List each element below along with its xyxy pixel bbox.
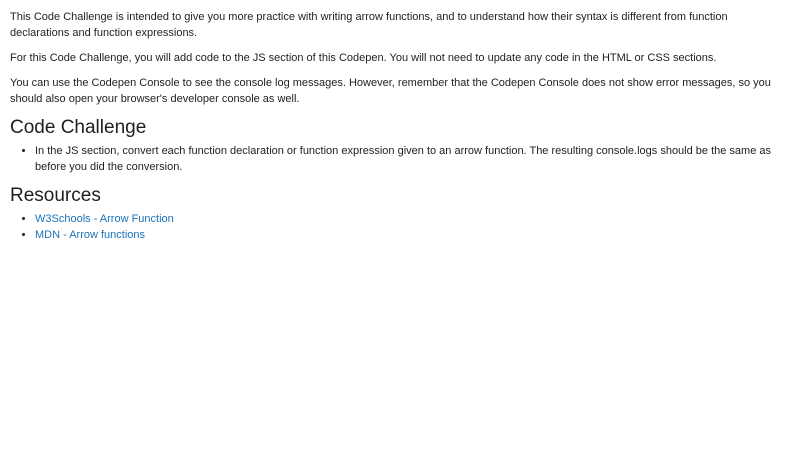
resources-heading: Resources <box>10 185 101 206</box>
challenge-list <box>10 143 788 175</box>
intro-paragraph-1: This Code Challenge is intended to give you more practice with writing arrow functions, and to understand how their syntax is different from function declarations and function expressions. <box>10 11 728 39</box>
w3schools-arrow-function-link[interactable]: W3Schools - Arrow Function <box>35 213 174 225</box>
mdn-arrow-functions-link[interactable]: MDN - Arrow functions <box>35 229 146 241</box>
intro-paragraph-2: For this Code Challenge, you will add code to the JS section of this Codepen. You will not need to update any code in the HTML or CSS sections. <box>10 52 717 64</box>
resource-item <box>35 227 788 243</box>
intro-paragraph-3: You can use the Codepen Console to see the console log messages. However, remember that the Codepen Console does not show error messages, so you should also open your browser's developer console as well. <box>10 77 771 105</box>
resources-list <box>10 211 788 243</box>
page-content <box>10 9 788 251</box>
challenge-item: • In the JS section, convert each function declaration or function expression given to an arrow function. The resulting console.logs should be the same as before you did the conversion. <box>35 143 788 175</box>
resource-item <box>35 211 788 227</box>
code-challenge-heading: Code Challenge <box>10 117 147 138</box>
